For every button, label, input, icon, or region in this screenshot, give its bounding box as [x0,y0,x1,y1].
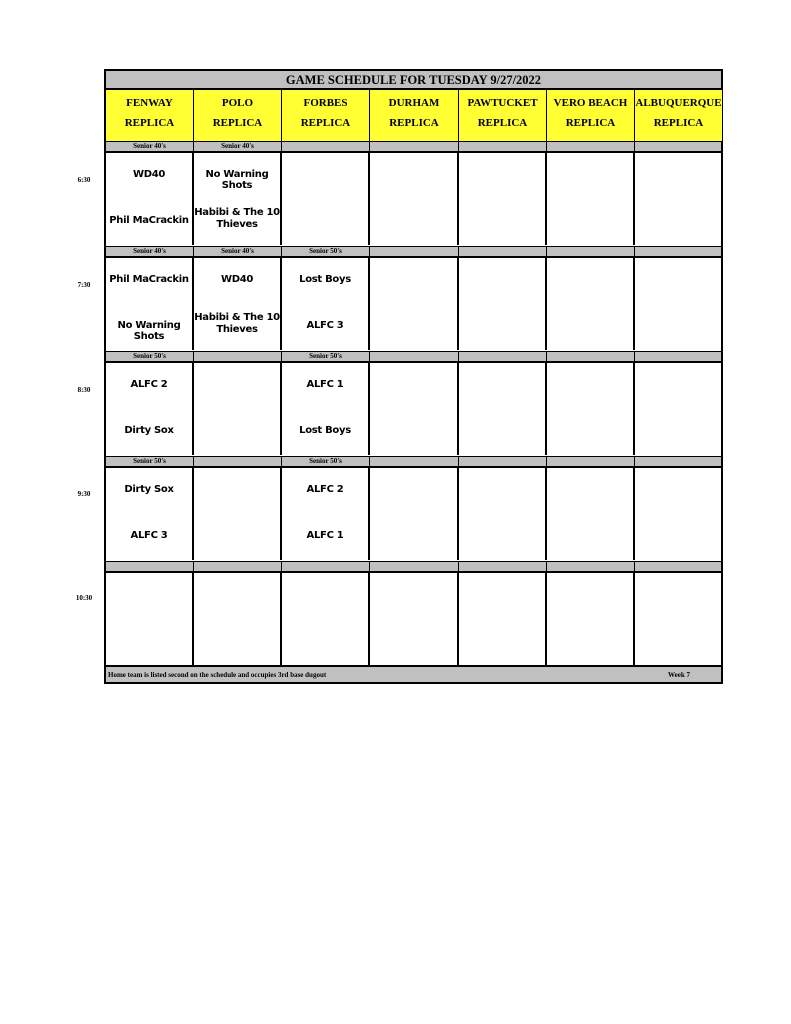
home-team: ALFC 3 [130,530,168,541]
game-cell [194,573,282,665]
division-label [459,457,547,466]
division-label [547,352,635,361]
away-team: ALFC 1 [306,379,344,390]
division-label [282,562,370,571]
field-subtitle: REPLICA [653,117,704,129]
division-label [370,352,459,361]
division-band [106,246,721,258]
game-cell [547,573,635,665]
division-label [282,142,370,151]
division-label [459,352,547,361]
game-cell [370,258,459,350]
home-team: No Warning Shots [117,320,181,342]
away-team: Lost Boys [299,274,351,285]
game-cell [635,363,723,455]
game-cell [194,468,282,560]
division-label: Senior 50's [282,457,370,466]
time-slot-row [106,258,721,350]
division-label [370,142,459,151]
division-label [547,562,635,571]
slot-time: 6:30 [77,176,91,184]
division-label [635,352,723,361]
home-team: Habibi & The 10 Thieves [194,312,280,335]
field-name: VERO BEACH [553,97,628,109]
game-cell [547,468,635,560]
home-team: Habibi & The 10 Thieves [194,207,280,230]
slot-time: 10:30 [75,594,93,602]
division-label [194,352,282,361]
game-cell [370,153,459,245]
game-cell [106,363,194,455]
game-cell [106,573,194,665]
division-label [194,457,282,466]
game-cell [282,573,370,665]
field-subtitle: REPLICA [124,117,175,129]
field-header [635,90,723,141]
footer-note: Home team is listed second on the schedule and occupies 3rd base dugout [108,671,327,679]
division-label: Senior 40's [106,142,194,151]
field-subtitle: REPLICA [565,117,616,129]
schedule-sheet [104,69,723,684]
field-subtitle: REPLICA [300,117,351,129]
schedule-footer [106,665,721,682]
game-cell [282,258,370,350]
home-team: Lost Boys [299,425,351,436]
field-header [547,90,635,141]
home-team: Phil MaCrackin [109,215,189,226]
game-cell [635,258,723,350]
game-cell [194,258,282,350]
game-cell [106,258,194,350]
game-cell [282,153,370,245]
game-cell [547,258,635,350]
division-label: Senior 50's [106,457,194,466]
field-name: POLO [221,97,254,109]
game-cell [459,258,547,350]
division-label [459,562,547,571]
schedule-title: GAME SCHEDULE FOR TUESDAY 9/27/2022 [106,71,721,90]
away-team: WD40 [132,169,166,180]
division-label: Senior 50's [282,247,370,256]
division-label [459,247,547,256]
game-cell [459,573,547,665]
division-label [370,247,459,256]
game-cell [547,363,635,455]
slot-time: 8:30 [77,386,91,394]
field-subtitle: REPLICA [389,117,439,129]
time-slot-row [106,363,721,455]
away-team: WD40 [220,274,254,285]
game-cell [635,573,723,665]
home-team: ALFC 3 [306,320,344,331]
field-header-row [106,90,721,141]
game-cell [106,153,194,245]
division-label [635,142,723,151]
division-band [106,456,721,468]
game-cell [635,153,723,245]
division-label [194,562,282,571]
field-name: FENWAY [126,97,173,109]
field-name: DURHAM [388,97,440,109]
game-cell [459,468,547,560]
division-label [459,142,547,151]
game-cell [459,363,547,455]
field-subtitle: REPLICA [477,117,528,129]
game-cell [370,363,459,455]
field-header [194,90,282,141]
division-label: Senior 50's [282,352,370,361]
division-band [106,141,721,153]
away-team: Dirty Sox [124,484,174,495]
division-label: Senior 40's [106,247,194,256]
field-header [282,90,370,141]
division-label [370,457,459,466]
time-slot-row [106,153,721,245]
division-band [106,351,721,363]
game-cell [547,153,635,245]
division-label: Senior 50's [106,352,194,361]
game-cell [635,468,723,560]
division-label [635,562,723,571]
field-name: FORBES [303,97,348,109]
away-team: ALFC 2 [306,484,344,495]
away-team: ALFC 2 [130,379,168,390]
game-cell [106,468,194,560]
field-name: ALBUQUERQUE [635,97,722,109]
division-label [370,562,459,571]
home-team: ALFC 1 [306,530,344,541]
away-team: No Warning Shots [205,169,269,191]
away-team: Phil MaCrackin [109,274,189,285]
game-cell [459,153,547,245]
division-label: Senior 40's [194,247,282,256]
division-label [547,457,635,466]
field-header [370,90,459,141]
division-band [106,561,721,573]
field-header [459,90,547,141]
game-cell [282,468,370,560]
slot-time: 9:30 [77,490,91,498]
time-slot-row [106,573,721,665]
field-subtitle: REPLICA [212,117,263,129]
game-cell [194,363,282,455]
division-label [547,142,635,151]
home-team: Dirty Sox [124,425,174,436]
division-label: Senior 40's [194,142,282,151]
division-label [106,562,194,571]
week-label: Week 7 [668,671,690,679]
game-cell [370,468,459,560]
slot-time: 7:30 [77,281,91,289]
division-label [547,247,635,256]
game-cell [282,363,370,455]
field-header [106,90,194,141]
time-slot-row [106,468,721,560]
game-cell [194,153,282,245]
game-cell [370,573,459,665]
division-label [635,457,723,466]
division-label [635,247,723,256]
field-name: PAWTUCKET [467,97,538,109]
